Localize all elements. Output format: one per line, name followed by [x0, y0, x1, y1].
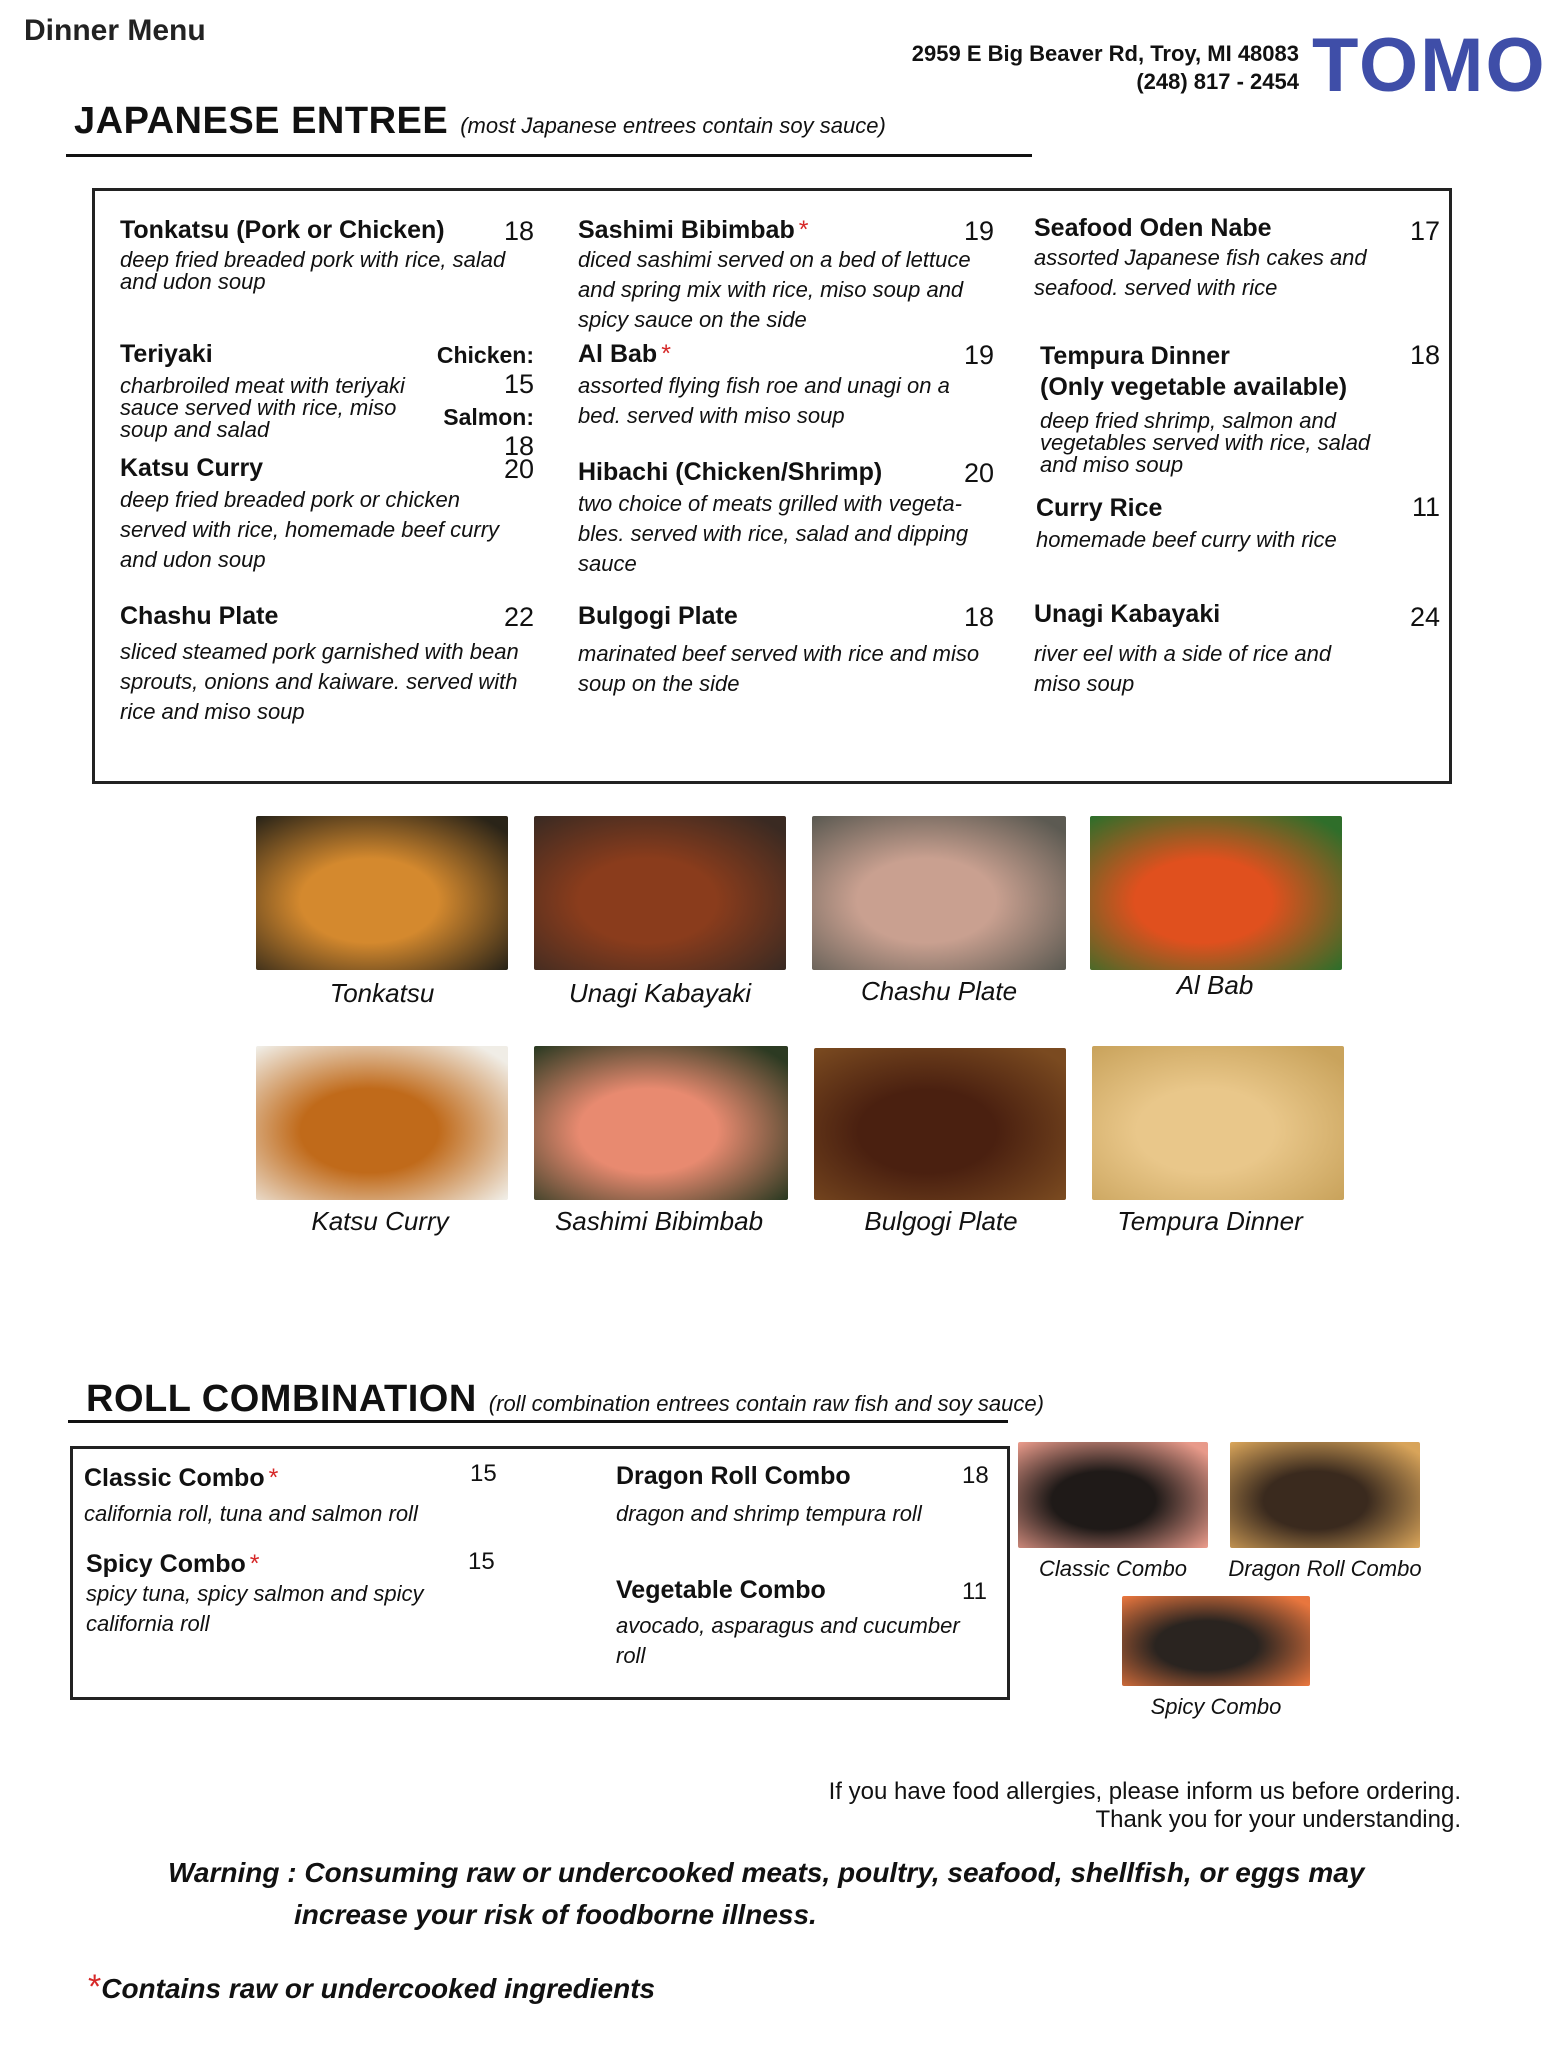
salmon-label: Salmon: [443, 404, 534, 430]
item-description: spicy tuna, spicy salmon and spicy california roll [86, 1581, 424, 1636]
restaurant-address [912, 40, 1299, 96]
item-price: 17 [1409, 216, 1440, 246]
food-photo-al-bab [1090, 816, 1342, 970]
item-name: Sashimi Bibimbab [578, 216, 795, 244]
item-description: two choice of meats grilled with vegeta-bles. served with rice, salad and dipping sauce [578, 491, 969, 576]
warning-line: increase your risk of foodborne illness. [294, 1899, 817, 1930]
food-photo-dragon-roll-combo [1230, 1442, 1420, 1548]
item-name: Katsu Curry [120, 454, 264, 482]
raw-ingredient-star: * [88, 1968, 102, 2006]
food-photo-spicy-combo [1122, 1596, 1310, 1686]
raw-ingredients-footnote [88, 1968, 655, 2007]
food-photo-tempura-dinner [1092, 1046, 1344, 1200]
address-line: 2959 E Big Beaver Rd, Troy, MI 48083 [911, 41, 1299, 66]
photo-caption: Al Bab [1176, 970, 1254, 1000]
salmon-price: 18 [503, 431, 534, 461]
item-name: Vegetable Combo [616, 1576, 826, 1604]
menu-item-hibachi [578, 458, 988, 579]
item-description: diced sashimi served on a bed of lettuce and spring mix with rice, miso soup and spicy sauce on the side [578, 247, 971, 332]
photo-caption: Classic Combo [1039, 1556, 1187, 1581]
item-name: Hibachi (Chicken/Shrimp) [578, 458, 883, 486]
item-name: Seafood Oden Nabe [1034, 214, 1272, 242]
item-description: avocado, asparagus and cucumber roll [616, 1613, 960, 1668]
menu-item-tonkatsu [120, 216, 530, 293]
item-price: 24 [1409, 602, 1440, 632]
menu-item-al-bab [578, 340, 988, 431]
photo-caption: Sashimi Bibimbab [554, 1206, 764, 1236]
phone-number: (248) 817 - 2454 [1136, 69, 1299, 94]
food-photo-katsu-curry [256, 1046, 508, 1200]
item-price: 18 [503, 216, 534, 246]
item-description: homemade beef curry with rice [1036, 527, 1337, 552]
item-price: 18 [962, 1462, 989, 1489]
item-name: Classic Combo [84, 1464, 265, 1492]
menu-item-seafood-oden-nabe [1034, 214, 1394, 303]
raw-ingredient-star: * [661, 340, 671, 368]
menu-item-tempura-dinner [1040, 342, 1410, 476]
item-description: deep fried shrimp, salmon and vegetables served with rice, salad and miso soup [1040, 408, 1371, 477]
raw-ingredient-star: * [249, 1550, 260, 1578]
food-photo-unagi-kabayaki [534, 816, 786, 970]
item-description: sliced steamed pork garnished with bean sprouts, onions and kaiware. served with rice and miso soup [120, 639, 519, 724]
item-name: Teriyaki [120, 340, 213, 368]
item-name: Curry Rice [1036, 494, 1163, 522]
food-photo-chashu-plate [812, 816, 1066, 970]
allergy-line: Thank you for your understanding. [1095, 1806, 1461, 1833]
allergy-line: If you have food allergies, please inform us before ordering. [828, 1778, 1461, 1805]
photo-caption: Katsu Curry [311, 1206, 449, 1236]
section-note: (most Japanese entrees contain soy sauce) [460, 113, 886, 138]
food-photo-tonkatsu [256, 816, 508, 970]
warning-line: Warning : Consuming raw or undercooked meats, poultry, seafood, shellfish, or eggs may [168, 1857, 1365, 1888]
allergy-notice [829, 1778, 1461, 1834]
item-name: Unagi Kabayaki [1034, 600, 1221, 628]
section-divider [66, 154, 1032, 157]
item-price: 18 [1409, 340, 1440, 370]
photo-caption: Bulgogi Plate [864, 1206, 1018, 1236]
chicken-label: Chicken: [436, 342, 534, 368]
item-price: 18 [963, 602, 994, 632]
food-photo-bulgogi-plate [814, 1048, 1066, 1200]
menu-item-vegetable-combo [616, 1576, 986, 1671]
item-name: Chashu Plate [120, 602, 279, 630]
item-description: assorted flying fish roe and unagi on a bed. served with miso soup [578, 373, 950, 428]
raw-ingredient-star: * [798, 216, 809, 244]
item-price: 11 [962, 1578, 987, 1605]
photo-caption: Spicy Combo [1150, 1694, 1282, 1719]
item-price: 20 [503, 454, 534, 484]
menu-item-sashimi-bibimbab [578, 216, 988, 335]
menu-item-katsu-curry [120, 454, 530, 575]
item-price: 15 [468, 1548, 495, 1575]
menu-item-teriyaki [120, 340, 420, 441]
item-name: Dragon Roll Combo [616, 1462, 851, 1490]
menu-item-unagi-kabayaki [1034, 600, 1374, 699]
photo-caption: Tempura Dinner [1117, 1206, 1303, 1236]
chicken-price: 15 [503, 369, 534, 399]
section-title-roll-combination [86, 1378, 1044, 1421]
section-divider [68, 1420, 1008, 1423]
food-photo-sashimi-bibimbab [534, 1046, 788, 1200]
section-title-text: JAPANESE ENTREE [74, 100, 449, 142]
item-name-note: (Only vegetable available) [1040, 373, 1348, 401]
item-price: 15 [470, 1460, 497, 1487]
raw-ingredient-star: * [268, 1464, 279, 1492]
section-note: (roll combination entrees contain raw fish and soy sauce) [488, 1391, 1044, 1416]
item-description: charbroiled meat with teriyaki sauce served with rice, miso soup and salad [120, 373, 405, 442]
item-description: river eel with a side of rice and miso soup [1034, 641, 1332, 696]
item-description: assorted Japanese fish cakes and seafood. served with rice [1034, 245, 1367, 300]
item-name: Spicy Combo [86, 1550, 246, 1578]
menu-item-classic-combo [84, 1464, 494, 1529]
item-name: Tempura Dinner [1040, 342, 1230, 370]
item-description: deep fried breaded pork with rice, salad and udon soup [120, 247, 506, 294]
section-title-japanese [74, 100, 886, 143]
item-name: Bulgogi Plate [578, 602, 738, 630]
item-price: 11 [1411, 492, 1440, 522]
menu-item-bulgogi-plate [578, 602, 988, 699]
item-name: Tonkatsu (Pork or Chicken) [120, 216, 445, 244]
food-photo-classic-combo [1018, 1442, 1208, 1548]
photo-caption: Dragon Roll Combo [1228, 1556, 1422, 1581]
photo-caption: Tonkatsu [329, 978, 435, 1008]
item-description: california roll, tuna and salmon roll [84, 1501, 418, 1526]
menu-item-spicy-combo [86, 1550, 446, 1639]
item-description: deep fried breaded pork or chicken served with rice, homemade beef curry and udon soup [120, 487, 500, 572]
footnote-text: Contains raw or undercooked ingredients [101, 1973, 656, 2004]
photo-caption: Unagi Kabayaki [568, 978, 752, 1008]
item-description: marinated beef served with rice and miso soup on the side [578, 641, 980, 696]
item-price: 20 [963, 458, 994, 488]
item-name: Al Bab [578, 340, 658, 368]
item-price: 19 [963, 216, 994, 246]
item-description: dragon and shrimp tempura roll [616, 1501, 922, 1526]
menu-item-chashu-plate [120, 602, 530, 727]
restaurant-logo: TOMO [1312, 23, 1547, 108]
item-price: 22 [503, 602, 534, 632]
teriyaki-prices [410, 342, 534, 462]
section-title-text: ROLL COMBINATION [86, 1378, 477, 1420]
item-price: 19 [963, 340, 994, 370]
photo-caption: Chashu Plate [860, 976, 1018, 1006]
menu-title: Dinner Menu [24, 14, 206, 47]
